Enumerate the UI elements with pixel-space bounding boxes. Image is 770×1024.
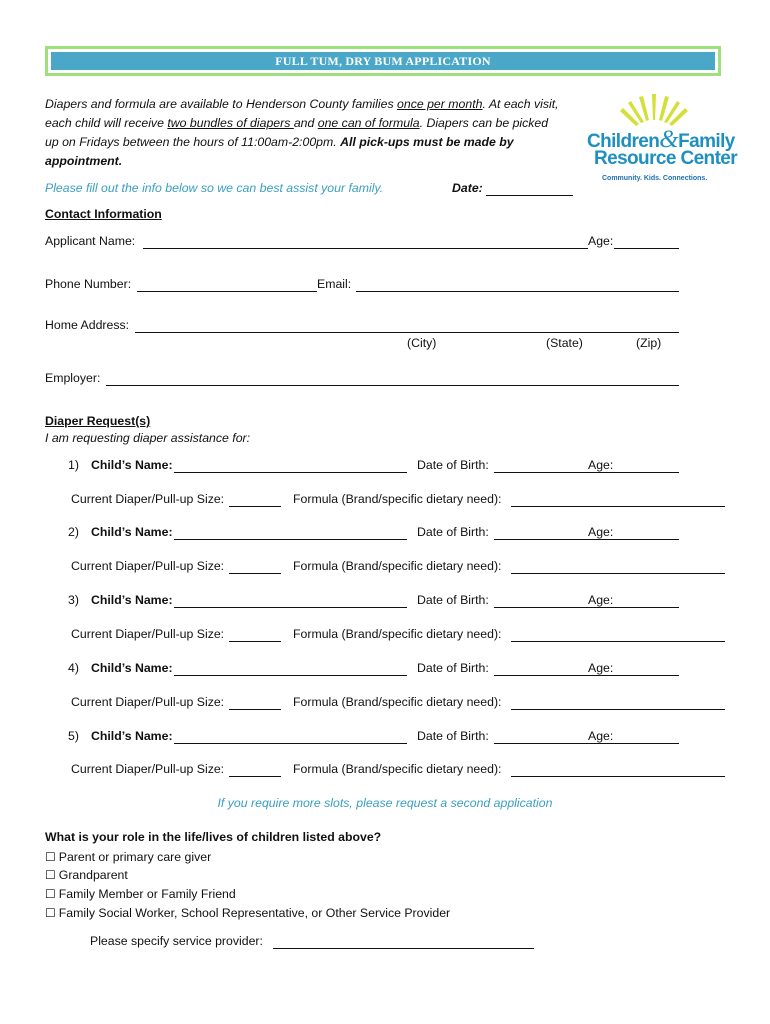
- logo-tagline: Community. Kids. Connections.: [602, 175, 708, 182]
- child-age-field[interactable]: [588, 675, 679, 676]
- child-age-label: Age:: [588, 525, 614, 539]
- checkbox-icon[interactable]: ☐: [45, 887, 56, 901]
- logo-family: Family: [678, 131, 735, 152]
- formula-label: Formula (Brand/specific dietary need):: [293, 627, 502, 641]
- service-provider-label: Please specify service provider:: [90, 934, 263, 948]
- child-name-field[interactable]: [174, 472, 407, 473]
- role-option-label: Parent or primary care giver: [58, 850, 212, 864]
- title-banner: [45, 46, 721, 76]
- home-address-field[interactable]: [135, 332, 679, 333]
- child-age-label: Age:: [588, 458, 614, 472]
- child-age-label: Age:: [588, 729, 614, 743]
- intro-text-once-per-month: once per month: [397, 97, 483, 111]
- checkbox-icon[interactable]: ☐: [45, 868, 56, 882]
- child-number: 2): [68, 525, 79, 539]
- child-name-label: Child’s Name:: [91, 661, 173, 675]
- intro-paragraph: [45, 95, 565, 171]
- formula-label: Formula (Brand/specific dietary need):: [293, 762, 502, 776]
- child-name-field[interactable]: [174, 607, 407, 608]
- dob-field[interactable]: [494, 539, 588, 540]
- child-name-label: Child’s Name:: [91, 525, 173, 539]
- role-option-label: Family Social Worker, School Representative, or Other Service Provider: [58, 906, 451, 920]
- child-age-field[interactable]: [588, 472, 679, 473]
- formula-field[interactable]: [511, 506, 725, 507]
- role-option: [45, 868, 128, 882]
- diaper-size-field[interactable]: [229, 709, 281, 710]
- diaper-size-field[interactable]: [229, 506, 281, 507]
- fill-instruction: Please fill out the info below so we can best assist your family.: [45, 181, 384, 195]
- more-slots-note: If you require more slots, please request a second application: [217, 796, 553, 810]
- page-title: FULL TUM, DRY BUM APPLICATION: [275, 53, 491, 68]
- intro-text-1: Diapers and formula are available to Henderson County families: [45, 97, 398, 111]
- formula-label: Formula (Brand/specific dietary need):: [293, 559, 502, 573]
- role-option: [45, 850, 211, 864]
- dob-label: Date of Birth:: [417, 525, 489, 539]
- diaper-size-label: Current Diaper/Pull-up Size:: [71, 559, 225, 573]
- email-label: Email:: [317, 277, 352, 291]
- diaper-size-label: Current Diaper/Pull-up Size:: [71, 492, 225, 506]
- applicant-name-label: Applicant Name:: [45, 234, 136, 248]
- role-option: [45, 906, 450, 920]
- child-age-label: Age:: [588, 661, 614, 675]
- child-number: 4): [68, 661, 79, 675]
- formula-label: Formula (Brand/specific dietary need):: [293, 492, 502, 506]
- child-name-field[interactable]: [174, 539, 407, 540]
- cfrc-logo: [584, 92, 738, 187]
- child-name-label: Child’s Name:: [91, 458, 173, 472]
- contact-heading: Contact Information: [45, 207, 162, 221]
- formula-field[interactable]: [511, 641, 725, 642]
- phone-label: Phone Number:: [45, 277, 132, 291]
- dob-label: Date of Birth:: [417, 593, 489, 607]
- intro-text-two-bundles: two bundles of diapers: [167, 116, 294, 130]
- child-age-field[interactable]: [588, 743, 679, 744]
- child-name-label: Child’s Name:: [91, 593, 173, 607]
- child-age-label: Age:: [588, 593, 614, 607]
- child-age-field[interactable]: [588, 607, 679, 608]
- child-age-field[interactable]: [588, 539, 679, 540]
- logo-resource-center: Resource Center: [594, 148, 738, 169]
- formula-field[interactable]: [511, 709, 725, 710]
- intro-text-one-can: one can of formula: [317, 116, 420, 130]
- dob-label: Date of Birth:: [417, 458, 489, 472]
- intro-text-4: . Diapers can be picked up on Fridays between the hours of 11:00am-2:00pm.: [45, 116, 549, 149]
- dob-label: Date of Birth:: [417, 661, 489, 675]
- child-name-field[interactable]: [174, 675, 407, 676]
- child-number: 5): [68, 729, 79, 743]
- dob-field[interactable]: [494, 472, 588, 473]
- intro-text-3: and: [293, 116, 318, 130]
- diaper-size-field[interactable]: [229, 641, 281, 642]
- phone-field[interactable]: [137, 291, 317, 292]
- home-address-label: Home Address:: [45, 318, 130, 332]
- role-option-label: Family Member or Family Friend: [58, 887, 236, 901]
- applicant-age-label: Age:: [588, 234, 614, 248]
- checkbox-icon[interactable]: ☐: [45, 850, 56, 864]
- intro-text-2: . At each visit, each child will receive: [45, 97, 559, 130]
- employer-label: Employer:: [45, 371, 101, 385]
- date-label: Date:: [452, 181, 483, 195]
- diaper-size-field[interactable]: [229, 776, 281, 777]
- dob-label: Date of Birth:: [417, 729, 489, 743]
- dob-field[interactable]: [494, 607, 588, 608]
- child-number: 1): [68, 458, 79, 472]
- dob-field[interactable]: [494, 675, 588, 676]
- formula-label: Formula (Brand/specific dietary need):: [293, 695, 502, 709]
- diaper-size-label: Current Diaper/Pull-up Size:: [71, 762, 225, 776]
- checkbox-icon[interactable]: ☐: [45, 906, 56, 920]
- formula-field[interactable]: [511, 776, 725, 777]
- applicant-age-field[interactable]: [614, 248, 679, 249]
- role-question: What is your role in the life/lives of children listed above?: [45, 830, 382, 844]
- intro-text-5: .: [118, 154, 123, 168]
- role-option: [45, 887, 236, 901]
- email-field[interactable]: [356, 291, 679, 292]
- city-caption: (City): [407, 336, 437, 350]
- logo-children: Children: [587, 131, 660, 152]
- title-banner-fill: [51, 52, 715, 70]
- diaper-size-label: Current Diaper/Pull-up Size:: [71, 695, 225, 709]
- diaper-size-label: Current Diaper/Pull-up Size:: [71, 627, 225, 641]
- diaper-request-subtitle: I am requesting diaper assistance for:: [45, 431, 251, 445]
- state-caption: (State): [546, 336, 583, 350]
- employer-field[interactable]: [106, 385, 679, 386]
- intro-text-appointment: All pick-ups must be made by appointment: [45, 135, 514, 168]
- diaper-request-heading: Diaper Request(s): [45, 414, 151, 428]
- child-number: 3): [68, 593, 79, 607]
- date-field[interactable]: [486, 195, 573, 196]
- logo-ampersand: &: [659, 126, 679, 153]
- dob-field[interactable]: [494, 743, 588, 744]
- child-name-label: Child’s Name:: [91, 729, 173, 743]
- formula-field[interactable]: [511, 573, 725, 574]
- zip-caption: (Zip): [636, 336, 662, 350]
- applicant-name-field[interactable]: [143, 248, 588, 249]
- role-option-label: Grandparent: [58, 868, 128, 882]
- service-provider-field[interactable]: [273, 948, 534, 949]
- child-name-field[interactable]: [174, 743, 407, 744]
- diaper-size-field[interactable]: [229, 573, 281, 574]
